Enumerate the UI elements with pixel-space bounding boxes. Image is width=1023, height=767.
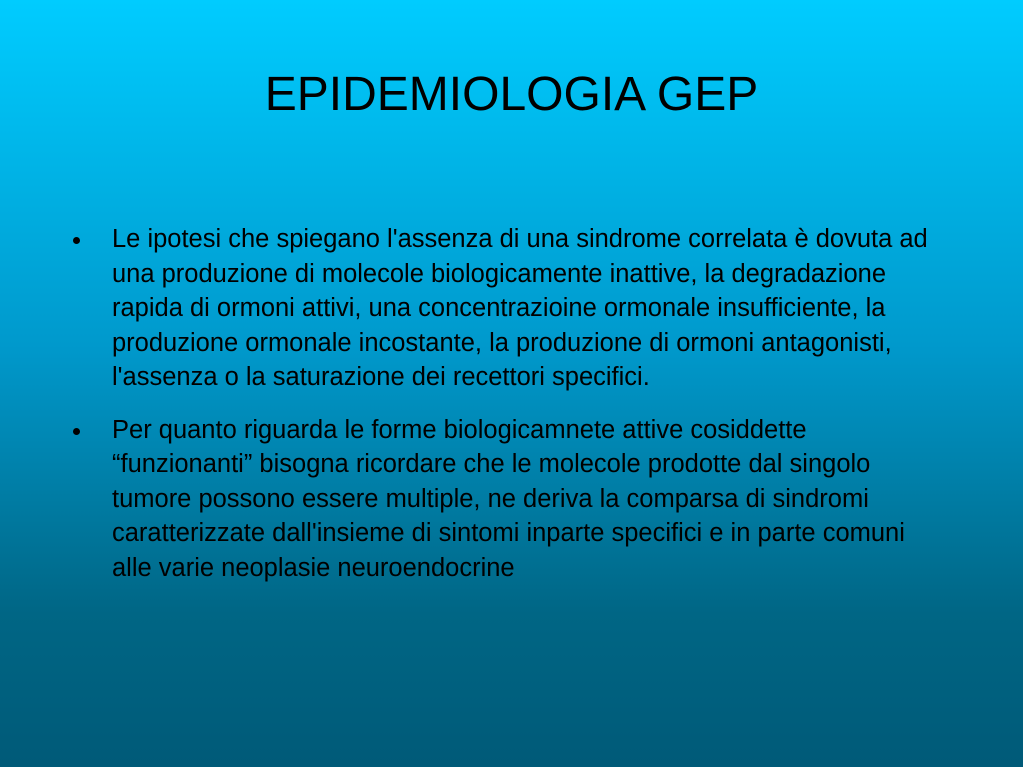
- bullet-item-1: [70, 222, 950, 395]
- slide-title: EPIDEMIOLOGIA GEP: [264, 68, 759, 121]
- bullet-list: [70, 222, 950, 603]
- bullet-dot-icon: [73, 237, 80, 244]
- bullet-dot-icon: [73, 428, 80, 435]
- bullet-item-2: [70, 413, 950, 586]
- bullet-text: Per quanto riguarda le forme biologicamnete attive cosiddette “funzionanti” bisogna ricordare che le molecole prodotte dal singolo tumore possono essere multiple, ne deriva la comparsa di sindromi caratterizzate dall'insieme di sintomi inparte specifici e in parte comuni alle varie neoplasie neuroendocrine: [112, 415, 905, 582]
- bullet-text: Le ipotesi che spiegano l'assenza di una sindrome correlata è dovuta ad una produzione di molecole biologicamente inattive, la degradazione rapida di ormoni attivi, una concentrazioine ormonale insufficiente, la produzione ormonale incostante, la produzione di ormoni antagonisti, l'assenza o la saturazione dei recettori specifici.: [112, 225, 928, 391]
